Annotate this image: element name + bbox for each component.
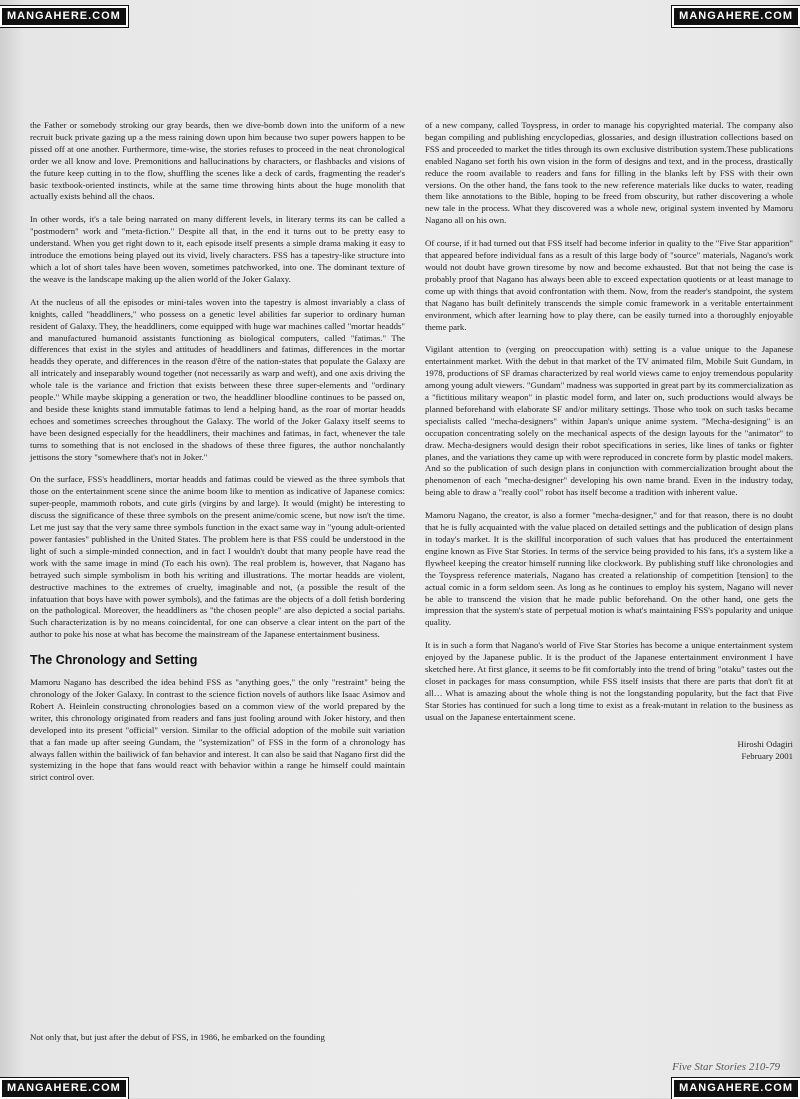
signature <box>425 738 793 762</box>
watermark-bottom-left: MANGAHERE.COM <box>0 1078 128 1099</box>
left-paragraph: At the nucleus of all the episodes or mini-tales woven into the tapestry is almost invariably a class of knights, called "headdliners," who possess on a genetic level abilities far superior to ordinary human resident of Galaxy. They, the headdliners, come equipped with huge war machines called "mortar headds" and manufactured humanoid assistants functioning as biological computers, called "fatimas." The differences that exist in the styles and attitudes of headdliners and fatimas, differences in the mortar headds they operate, and differences in the reason d'être of the nation-states that populate the Galaxy are all intricately and inseparably wound together (not necessarily as warp and weft), and one axis driving the whole tale is the variance and friction that exists between these three super-elements and "ordinary people." While maybe skipping a generation or two, the headdliner bloodline continues to be passed on, and beside these knights stand immutable fatimas to lend a helping hand, as the roar of mortar headds echoes and sometimes screeches throughout the Galaxy. The world of the Joker Galaxy itself seems to have been designed especially for the headdliners, their machines and fatimas, in fact, whenever the tale turns to something that is not enclosed in the shadows of these three figures, the author nonchalantly jettisons the story "somewhere that's not in Joker." <box>30 296 405 462</box>
right-paragraph: Mamoru Nagano, the creator, is also a former "mecha-designer," and for that reason, there is no doubt that he is fully acquainted with the value placed on detailed settings and the publication of design plans in today's market. It is the skillful incorporation of such values that has produced the entertainment engine known as Five Star Stories. In terms of the service being provided to his fans, it's a system like a flywheel keeping the creator himself running like clockwork. By publishing stuff like chronologies and the Toyspress reference materials, Nagano has created a relationship of competition [tension] to the actual comic in a form seldom seen. As long as he continues to employ his system, Nagano will never be able to transcend the vision that he made public beforehand. On the other hand, one gets the impression that the system's state of perpetual motion is what's maintaining FSS's popularity and unique quality. <box>425 510 793 628</box>
author-name: Hiroshi Odagiri <box>737 738 793 749</box>
right-paragraph: Of course, if it had turned out that FSS itself had become inferior in quality to the "Five Star apparition" that appeared before individual fans as a result of this large body of "source" materials, Nagano's work would not doubt have grown tiresome by now and become exhausted. But that not being the case is probably proof that Nagano has always been able to exceed expectation quotients or at least manage to come up with things that avoid confrontation with them. Now, from the reader's standpoint, the system that Nagano has built definitely transcends the simple comic framework in a veritable entertainment environment, which after learning how to play there, can be easily turned into a thoroughly enjoyable theme park. <box>425 238 793 332</box>
watermark-bottom-right: MANGAHERE.COM <box>672 1078 800 1099</box>
right-column <box>425 120 793 762</box>
left-paragraph: On the surface, FSS's headdliners, mortar headds and fatimas could be viewed as the three symbols that those on the entertainment scene since the anime boom like to mention as indicative of Japanese comics: super-people, mammoth robots, and cute girls (virgins by and large). It would (might) be interesting to discuss the significance of these three symbols on the present anime/comic scene, but now isn't the time. Let me just say that the very same three symbols function in the exact same way in "young adult-oriented power fantasies" published in the United States. The problem here is that FSS could be understood in the light of such a simple-minded connection, and in fact I wouldn't doubt that many people have read the work with the same image in mind (To each his own). The real problem is, however, that Nagano has betrayed such simple symbolism in both his writing and illustrations. The mortar headds are violent, destructive machines to the extremes of cruelty, imaginable and not, (a possible the result of the infatuation that boys have with power symbols), and the fatimas are the objects of a doll fetish bordering on the pathological. Moreover, the headdliners as "the chosen people" are also depicted a social pariahs. Such characterization is by no means coincidental, for one can observe a clear intent on the part of the author to poke his nose at what has become the mainstream of the Japanese entertainment business. <box>30 474 405 640</box>
left-column <box>30 120 405 1042</box>
section-heading: The Chronology and Setting <box>30 653 198 668</box>
section-paragraph: Mamoru Nagano has described the idea behind FSS as "anything goes," the only "restraint" being the chronology of the Joker Galaxy. In contrast to the science fiction novels of authors like Isaac Asimov and Robert A. Heinlein constructing chronologies based on a common view of the world prepared by the writer, this chronology originated from readers and fans just fooling around with Joker history, and then developed into its present "official" version. Similar to the official adoption of the mobile suit variation that a fan made up after seeing Gundam, the "systemization" of FSS in the form of a chronology has always fallen within the bailiwick of fan behavior and interest. It can also be said that Nagano first did the systemizing in the hope that fans would react with behavior within a range he himself could maintain strict control over. <box>30 677 405 783</box>
signature-date: February 2001 <box>741 750 793 761</box>
left-paragraph: In other words, it's a tale being narrated on many different levels, in literary terms its can be called a "postmodern" work and "meta-fiction." Despite all that, in the end it turns out to be pretty easy to understand. When you get right down to it, each episode itself presents a simple drama making it easy to introduce the emotions being played out its vivid, lively characters. FSS has a tapestry-like structure into which a lot of short tales have been woven, sometimes patchworked, into one. The dominant texture of the weave is the landscape making up the alien world of the Joker Galaxy. <box>30 214 405 284</box>
watermark-top-left: MANGAHERE.COM <box>0 6 128 27</box>
page-footer: Five Star Stories 210-79 <box>672 1061 780 1073</box>
right-paragraph: It is in such a form that Nagano's world of Five Star Stories has become a unique entertainment system enjoyed by the Japanese public. It is the product of the Japanese entertainment environment I have sketched here. At first glance, it seems to be fit comfortably into the trend of bring "otaku" tastes out the closet in packages for mass consumption, while FSS itself insists that there are parts that don't fit at all… What is amazing about the whole thing is not the longstanding popularity, but the fact that Five Star Stories has continued for such a long time to exist as a freak-mutant in relation to the business as usual on the Japanese entertainment scene. <box>425 640 793 722</box>
left-tail-paragraph: Not only that, but just after the debut of FSS, in 1986, he embarked on the founding <box>30 1032 325 1042</box>
right-paragraph: Vigilant attention to (verging on preoccupation with) setting is a value unique to the Japanese entertainment market. With the debut in that market of the TV animated film, Mobile Suit Gundam, in 1978, productions of SF dramas characterized by real world views came to enjoy tremendous popularity among young adult viewers. "Gundam" madness was supported in great part by its commercialization as a "fictitious military weapon" in plastic model form, and later on, such productions would always be planned beforehand with elaborate SF and/or military settings. Those who took on such tasks became specialists called "mecha-designers" within Japan's unique anime system. "Mecha-designing" is an occupation concentrating solely on the mechanical aspects of the design layouts for the "animator" to draw. Mecha-designers would design their robot specifications in series, like lines of tanks or fighter planes, and the variations they came up with were reproduced in concrete form by plastic model makers. And so the publication of such design plans in conjunction with commercialization brought about the phenomenon of each "mecha-designer" developing his own name brand. Even in the industry today, being able to draw a "really cool" robot has itself become a tradition with inherent value. <box>425 344 794 498</box>
left-paragraph: the Father or somebody stroking our gray beards, then we dive-bomb down into the uniform of a new recruit buck private gazing up a the mess raining down upon him because two super powers happen to be pissed off at one another. Furthermore, time-wise, the stories refuses to proceed in the neat chronological order we all know and love. Premonitions and hallucinations by characters, or flashbacks and visions of the future keep cutting in to the flow, shuffling the scenes like a deck of cards, fragmenting the reader's basic textbook-oriented instincts, while at the same time throwing hints about the huge monolith that actually exists behind all the chaos. <box>30 120 405 202</box>
right-paragraph: of a new company, called Toyspress, in order to manage his copyrighted material. The company also began compiling and publishing encyclopedias, glossaries, and design illustration collections based on FSS and proceeded to market the titles through its own exclusive distribution system.These publications enabled Nagano set forth his own vision in the form of designs and text, and in the process, drastically reduce the room available to readers and fans for filling in the blanks left by FSS with their own versions. On the other hand, the fans took to the new reference materials like ducks to water, reading them like annotations to the Bible, hoping to be freed from obscurity, but rather discovering a whole new tale in the process. What they discovered was a whole new, original system invented by Mamoru Nagano all on his own. <box>425 120 793 226</box>
watermark-top-right: MANGAHERE.COM <box>672 6 800 27</box>
